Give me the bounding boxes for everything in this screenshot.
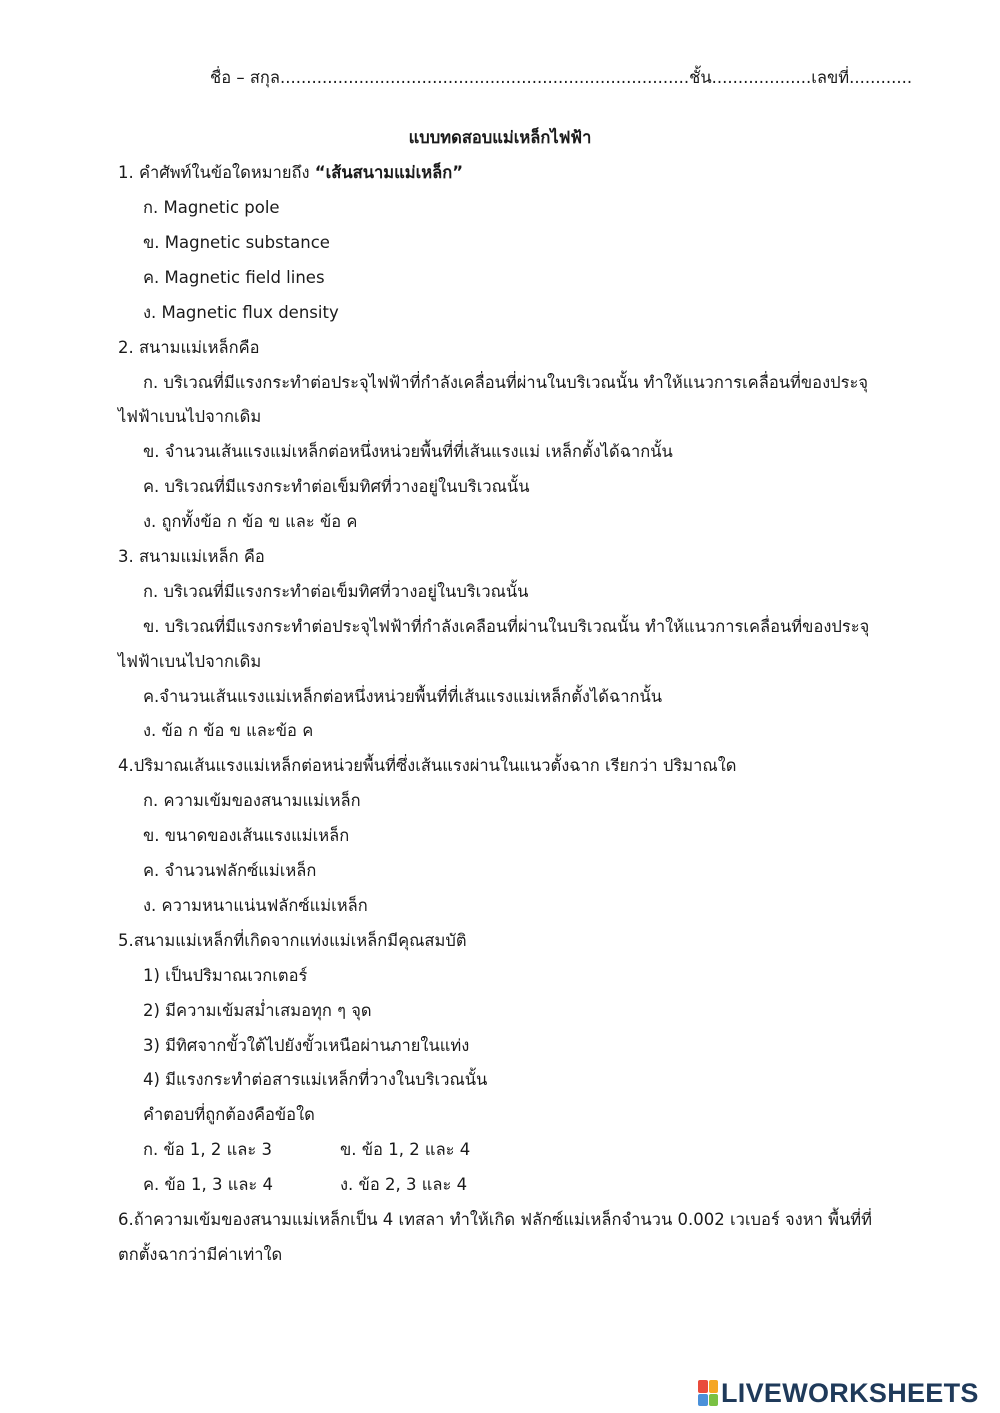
question-4: 4.ปริมาณเส้นแรงแม่เหล็กต่อหน่วยพื้นที่ซึ่งเส้นแรงผ่านในแนวตั้งฉาก เรียกว่า ปริมาณใด <box>118 756 737 775</box>
question-1-text: 1. คำศัพท์ในข้อใดหมายถึง <box>118 163 315 182</box>
brand-name: LIVEWORKSHEETS <box>721 1377 979 1408</box>
q5-statement-2: 2) มีความเข้มสม่ำเสมอทุก ๆ จุด <box>143 1001 372 1020</box>
q4-option-a[interactable]: ก. ความเข้มของสนามแม่เหล็ก <box>143 791 361 810</box>
q5-option-a[interactable]: ก. ข้อ 1, 2 และ 3 <box>143 1140 272 1159</box>
logo-square-blue <box>698 1394 708 1407</box>
q1-option-b[interactable]: ข. Magnetic substance <box>143 233 330 252</box>
page-title: แบบทดสอบแม่เหล็กไฟฟ้า <box>408 128 592 147</box>
q1-option-a[interactable]: ก. Magnetic pole <box>143 198 280 217</box>
q2-option-c[interactable]: ค. บริเวณที่มีแรงกระทำต่อเข็มทิศที่วางอยู่ในบริเวณนั้น <box>143 477 530 496</box>
q3-option-d[interactable]: ง. ข้อ ก ข้อ ข และข้อ ค <box>143 721 314 740</box>
liveworksheets-logo-icon <box>698 1380 718 1406</box>
q1-option-d[interactable]: ง. Magnetic flux density <box>143 303 339 322</box>
q2-option-d[interactable]: ง. ถูกทั้งข้อ ก ข้อ ข และ ข้อ ค <box>143 512 358 531</box>
question-1 <box>118 162 463 184</box>
logo-square-red <box>698 1380 708 1393</box>
question-1-emphasis: “เส้นสนามแม่เหล็ก” <box>314 163 464 182</box>
q5-option-b[interactable]: ข. ข้อ 1, 2 และ 4 <box>340 1140 471 1159</box>
question-3: 3. สนามแม่เหล็ก คือ <box>118 547 265 566</box>
q2-option-a[interactable]: ก. บริเวณที่มีแรงกระทำต่อประจุไฟฟ้าที่กำลังเคลื่อนที่ผ่านในบริเวณนั้น ทำให้แนวการเคลื่อนที่ของประจุ <box>143 373 869 392</box>
q4-option-d[interactable]: ง. ความหนาแน่นฟลักซ์แม่เหล็ก <box>143 896 368 915</box>
logo-square-green <box>709 1394 719 1407</box>
q5-statement-4: 4) มีแรงกระทำต่อสารแม่เหล็กที่วางในบริเวณนั้น <box>143 1070 488 1089</box>
q4-option-b[interactable]: ข. ขนาดของเส้นแรงแม่เหล็ก <box>143 826 350 845</box>
q3-option-b[interactable]: ข. บริเวณที่มีแรงกระทำต่อประจุไฟฟ้าที่กำลังเคลือนที่ผ่านในบริเวณนั้น ทำให้แนวการเคลื่อนที่ของประจุ <box>143 617 870 636</box>
question-5: 5.สนามแม่เหล็กที่เกิดจากแท่งแม่เหล็กมีคุณสมบัติ <box>118 931 467 950</box>
q3-option-c[interactable]: ค.จำนวนเส้นแรงแม่เหล็กต่อหนึ่งหน่วยพื้นที่ที่เส้นแรงแม่เหล็กตั้งได้ฉากนั้น <box>143 687 663 706</box>
q4-option-c[interactable]: ค. จำนวนฟลักซ์แม่เหล็ก <box>143 861 317 880</box>
q2-option-a-continued[interactable]: ไฟฟ้าเบนไปจากเดิม <box>118 407 262 426</box>
q3-option-b-continued[interactable]: ไฟฟ้าเบนไปจากเดิม <box>118 652 262 671</box>
q2-option-b[interactable]: ข. จำนวนเส้นแรงแม่เหล็กต่อหนึ่งหน่วยพื้นที่ที่เส้นแรงแม่ เหล็กตั้งได้ฉากนั้น <box>143 442 673 461</box>
question-6-continued: ตกตั้งฉากว่ามีค่าเท่าใด <box>118 1245 283 1264</box>
q1-option-c[interactable]: ค. Magnetic field lines <box>143 268 325 287</box>
q5-prompt: คำตอบที่ถูกต้องคือข้อใด <box>143 1105 315 1124</box>
student-info-line: ชื่อ – สกุล..............................................................................ชั้น...................เลขที่............ <box>210 68 913 87</box>
q5-option-c[interactable]: ค. ข้อ 1, 3 และ 4 <box>143 1175 274 1194</box>
liveworksheets-brand[interactable] <box>698 1378 979 1408</box>
q5-option-d[interactable]: ง. ข้อ 2, 3 และ 4 <box>340 1175 468 1194</box>
question-2: 2. สนามแม่เหล็กคือ <box>118 338 260 357</box>
question-6: 6.ถ้าความเข้มของสนามแม่เหล็กเป็น 4 เทสลา ทำให้เกิด ฟลักซ์แม่เหล็กจำนวน 0.002 เวเบอร์ จงหา พื้นที่ที่ <box>118 1210 873 1229</box>
q5-statement-1: 1) เป็นปริมาณเวกเตอร์ <box>143 966 308 985</box>
q5-statement-3: 3) มีทิศจากขั้วใต้ไปยังขั้วเหนือผ่านภายในแท่ง <box>143 1036 470 1055</box>
q3-option-a[interactable]: ก. บริเวณที่มีแรงกระทำต่อเข็มทิศที่วางอยู่ในบริเวณนั้น <box>143 582 529 601</box>
logo-square-orange <box>709 1380 719 1393</box>
